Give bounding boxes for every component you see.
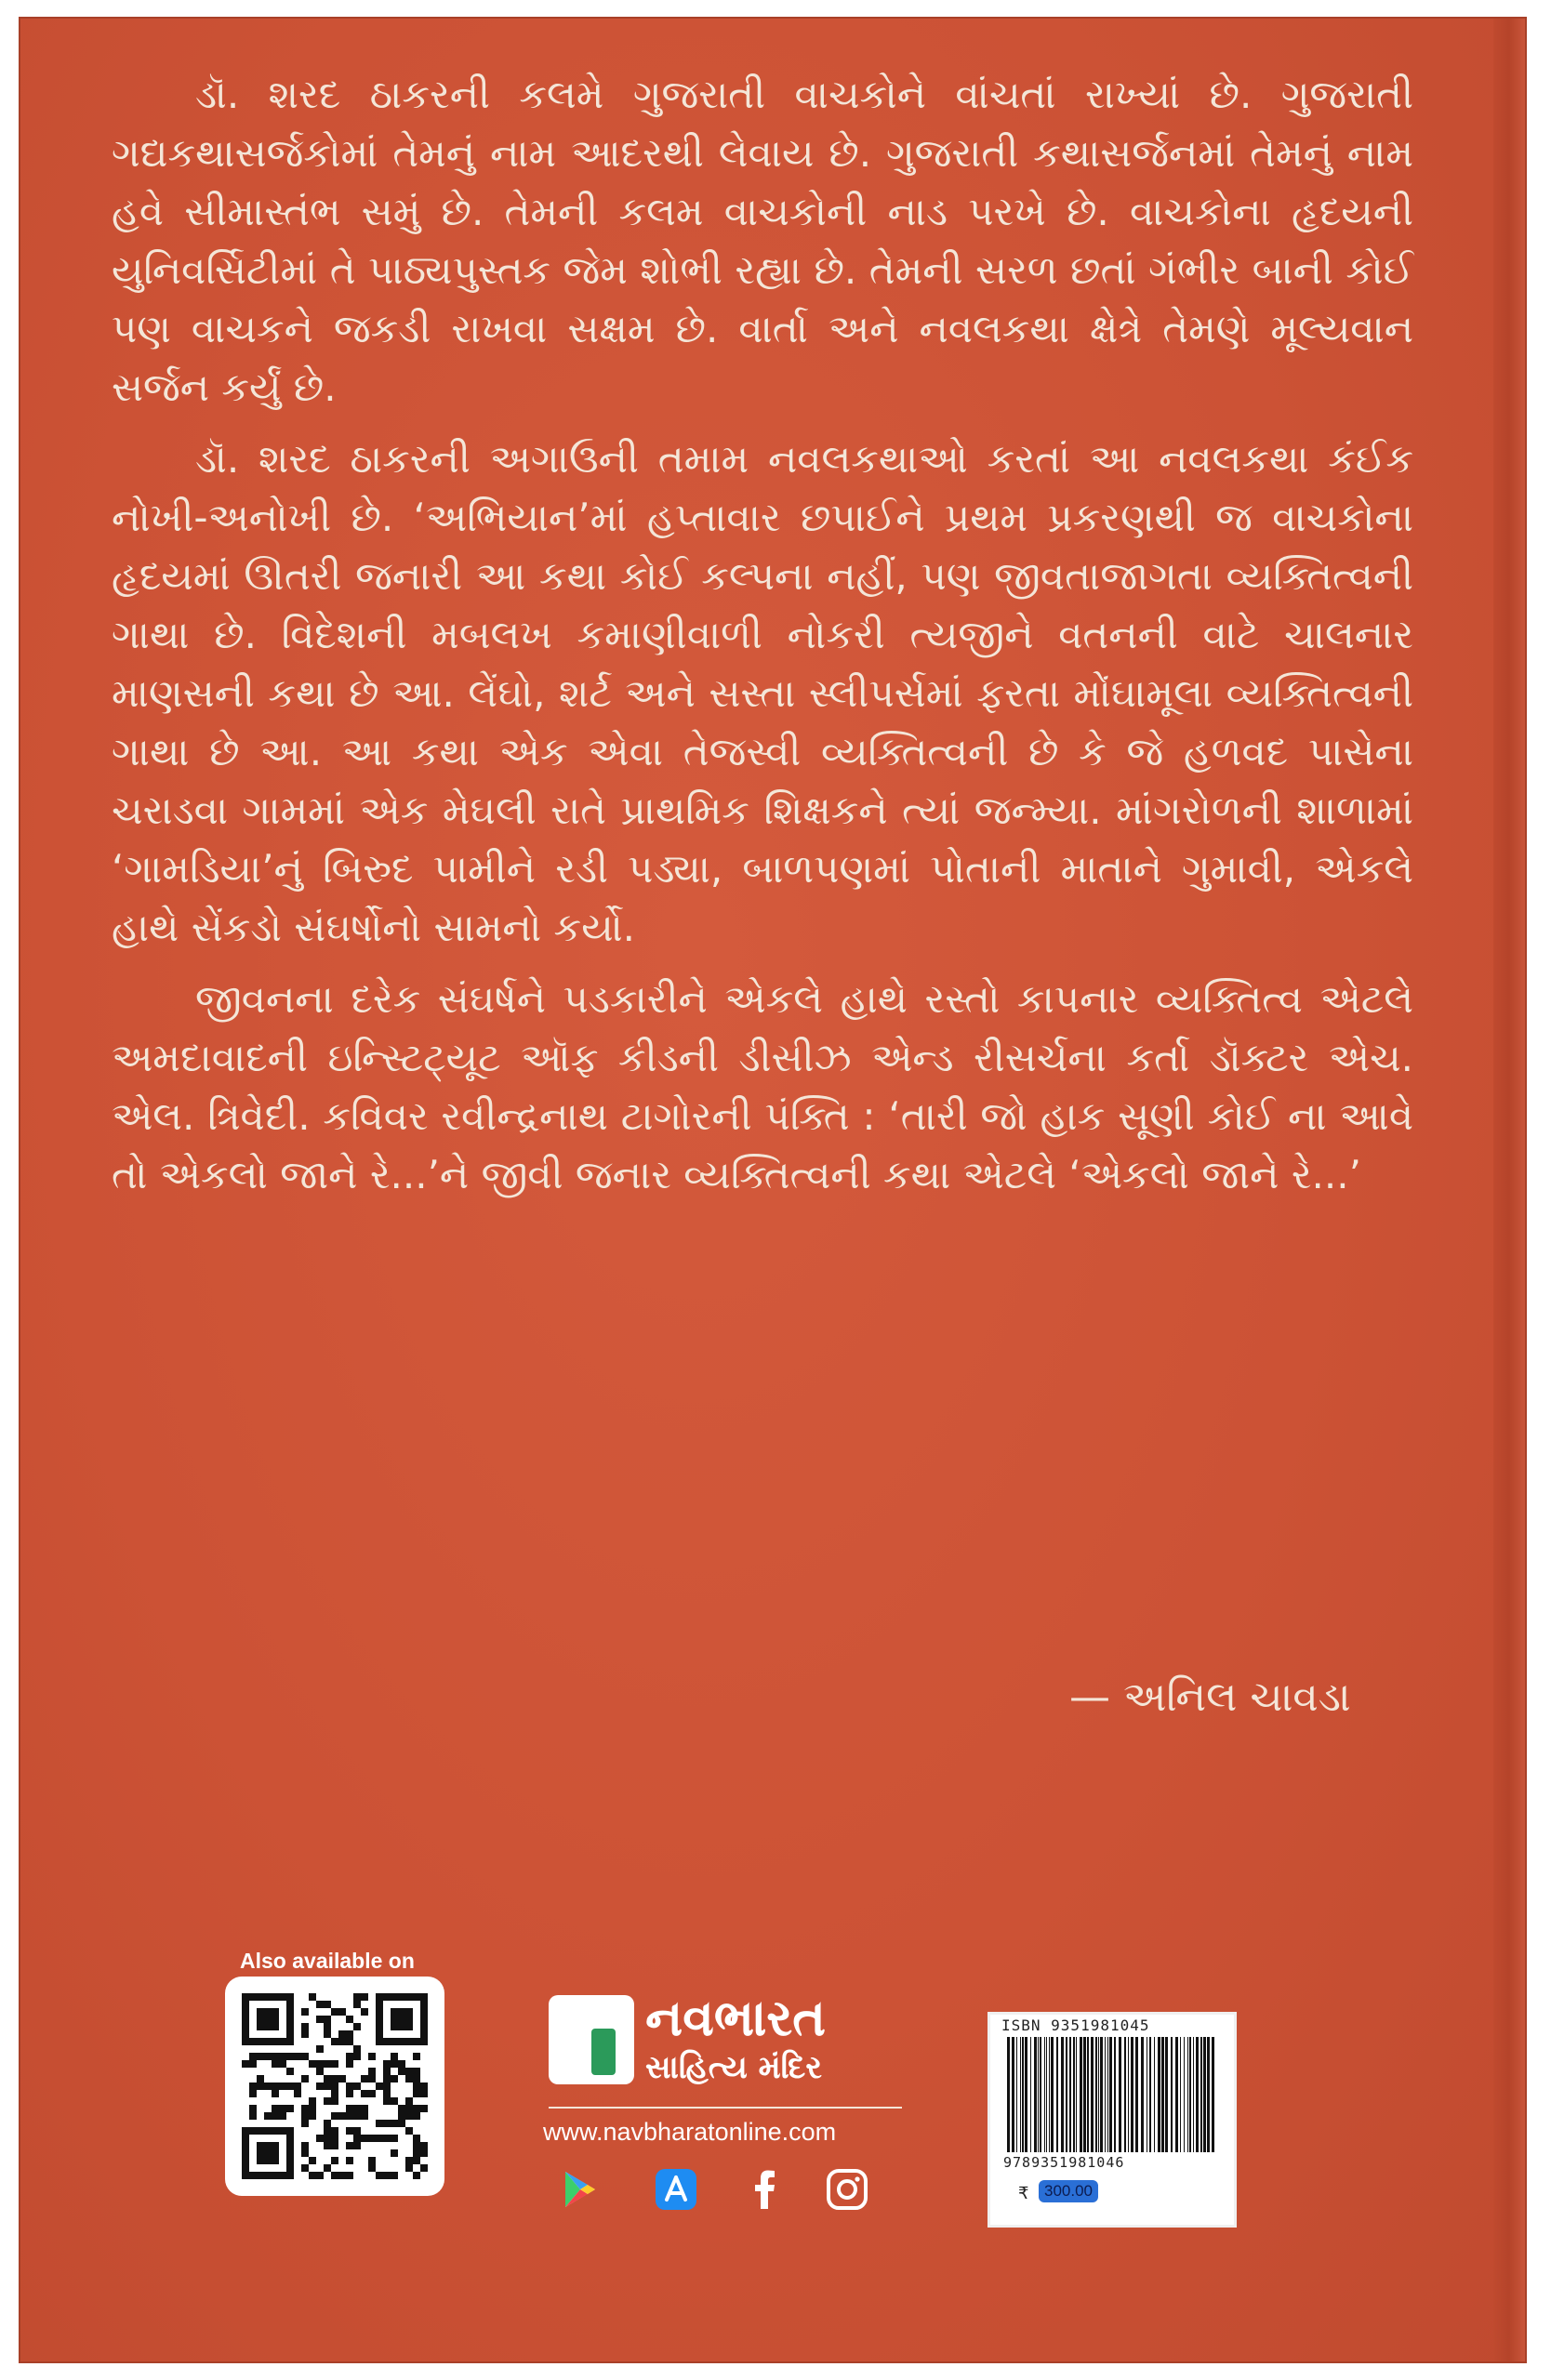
app-store-icon[interactable] xyxy=(653,2166,699,2213)
play-store-icon[interactable] xyxy=(556,2166,603,2213)
cover-edge xyxy=(1493,19,1525,2361)
paragraph-2: ડૉ. શરદ ઠાકરની અગાઉની તમામ નવલકથાઓ કરતાં આ નવલકથા કંઈક નોખી-અનોખી છે. ‘અભિયાન’માં હપ્તાવાર છપાઈને પ્રથમ પ્રકરણથી જ વાચકોના હૃદયમાં ઊતરી જનારી આ કથા કોઈ કલ્પના નહીં, પણ જીવતાજાગતા વ્યક્તિત્વની ગાથા છે. વિદેશની મબલખ કમાણીવાળી નોકરી ત્યજીને વતનની વાટે ચાલનાર માણસની કથા છે આ. લેંઘો, શર્ટ અને સસ્તા સ્લીપર્સમાં ફરતા મોંઘામૂલા વ્યક્તિત્વની ગાથા છે આ. આ કથા એક એવા તેજસ્વી વ્યક્તિત્વની છે કે જે હળવદ પાસેના ચરાડવા ગામમાં એક મેઘલી રાતે પ્રાથમિક શિક્ષકને ત્યાં જન્મ્યા. માંગરોળની શાળામાં ‘ગામડિયા’નું બિરુદ પામીને રડી પડ્યા, બાળપણમાં પોતાની માતાને ગુમાવી, એકલે હાથે સેંકડો સંઘર્ષોનો સામનો કર્યો. xyxy=(112,436,1413,950)
website-link[interactable]: www.navbharatonline.com xyxy=(543,2118,837,2146)
isbn-number: ISBN 9351981045 xyxy=(1001,2016,1150,2034)
author-signature: — અનિલ ચાવડા xyxy=(1069,1673,1351,1721)
instagram-icon[interactable] xyxy=(824,2166,870,2213)
qr-code-icon xyxy=(242,1993,428,2179)
publisher-logo xyxy=(549,1990,921,2092)
barcode-icon xyxy=(1001,2037,1221,2152)
blurb-text xyxy=(112,65,1413,1217)
ean-number: 9789351981046 xyxy=(1003,2154,1125,2171)
publisher-tagline: સાહિત્ય મંદિર xyxy=(645,2049,822,2086)
facebook-icon[interactable] xyxy=(742,2166,789,2213)
isbn-barcode xyxy=(988,2012,1237,2228)
publisher-mark-icon xyxy=(549,1995,634,2084)
price-tag xyxy=(1018,2182,1093,2203)
price-value: 300.00 xyxy=(1039,2180,1098,2202)
publisher-name: નવભારત xyxy=(645,1989,827,2047)
available-label: Also available on xyxy=(240,1949,415,1973)
currency-symbol: ₹ xyxy=(1018,2184,1029,2202)
qr-code[interactable] xyxy=(225,1977,444,2196)
divider xyxy=(549,2107,902,2109)
paragraph-1: ડૉ. શરદ ઠાકરની કલમે ગુજરાતી વાચકોને વાંચતાં રાખ્યાં છે. ગુજરાતી ગદ્યકથાસર્જકોમાં તેમનું નામ આદરથી લેવાય છે. ગુજરાતી કથાસર્જનમાં તેમનું નામ હવે સીમાસ્તંભ સમું છે. તેમની કલમ વાચકોની નાડ પરખે છે. વાચકોના હૃદયની યુનિવર્સિટીમાં તે પાઠ્યપુસ્તક જેમ શોભી રહ્યા છે. તેમની સરળ છતાં ગંભીર બાની કોઈ પણ વાચકને જકડી રાખવા સક્ષમ છે. વાર્તા અને નવલકથા ક્ષેત્રે તેમણે મૂલ્યવાન સર્જન કર્યું છે. xyxy=(112,72,1413,410)
paragraph-3: જીવનના દરેક સંઘર્ષને પડકારીને એકલે હાથે રસ્તો કાપનાર વ્યક્તિત્વ એટલે અમદાવાદની ઇન્સ્ટિટ્યૂટ ઑફ કીડની ડીસીઝ એન્ડ રીસર્ચના કર્તા ડૉક્ટર એચ. એલ. ત્રિવેદી. કવિવર રવીન્દ્રનાથ ટાગોરની પંક્તિ : ‘તારી જો હાક સૂણી કોઈ ના આવે તો એકલો જાને રે...’ને જીવી જનાર વ્યક્તિત્વની કથા એટલે ‘એકલો જાને રે...’ xyxy=(112,976,1413,1197)
